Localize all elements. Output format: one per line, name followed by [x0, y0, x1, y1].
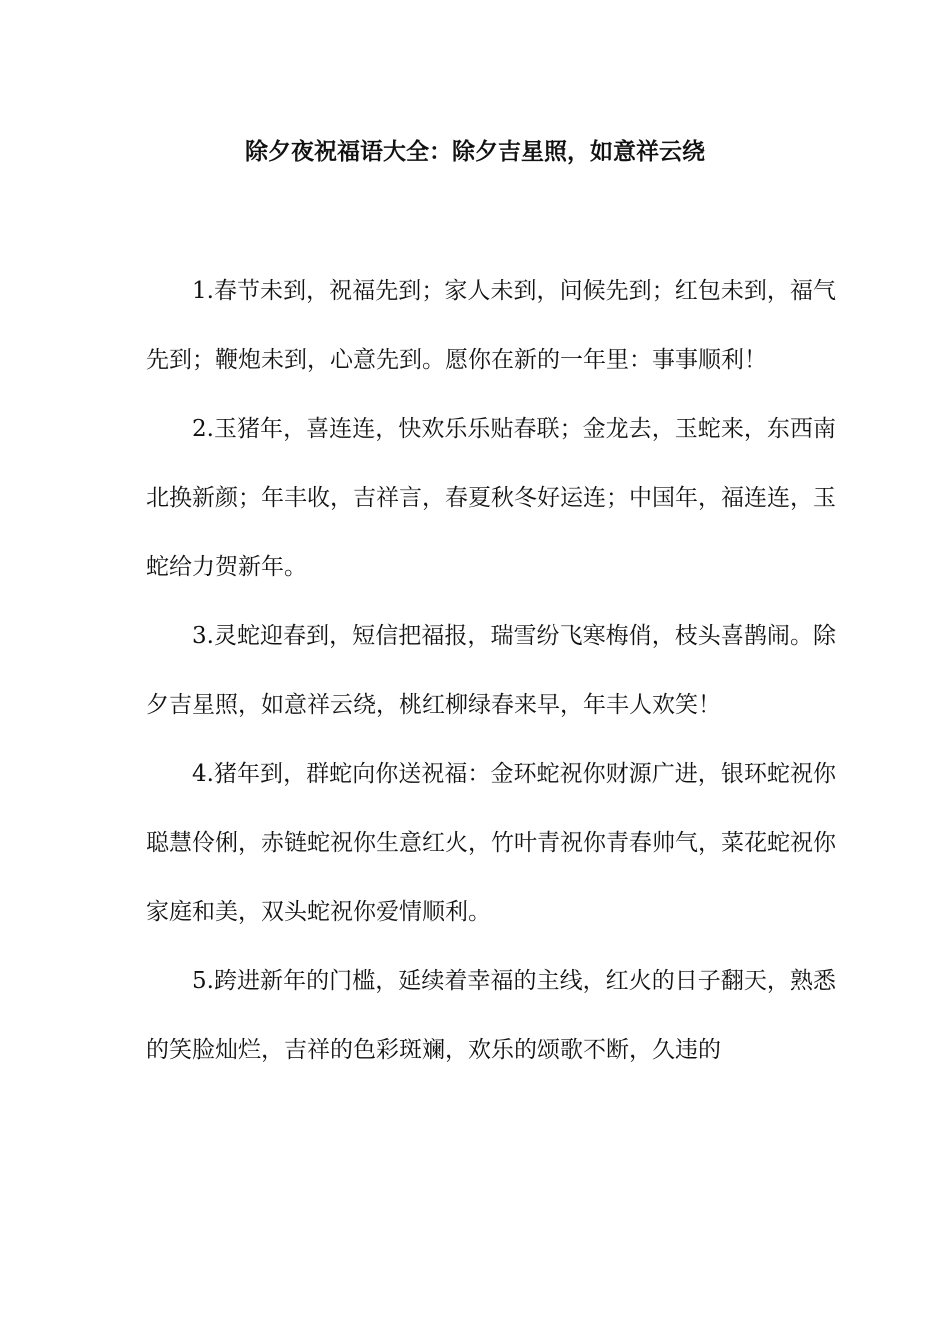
- paragraph-1: 1.春节未到，祝福先到；家人未到，问候先到；红包未到，福气先到；鞭炮未到，心意先到。愿你在新的一年里：事事顺利！: [146, 278, 836, 373]
- paragraph-5: 5.跨进新年的门槛，延续着幸福的主线，红火的日子翻天，熟悉的笑脸灿烂，吉祥的色彩斑斓，欢乐的颂歌不断，久违的: [146, 968, 836, 1063]
- document-title: 除夕夜祝福语大全：除夕吉星照，如意祥云绕: [245, 139, 705, 165]
- paragraph-3: 3.灵蛇迎春到，短信把福报，瑞雪纷飞寒梅俏，枝头喜鹊闹。除夕吉星照，如意祥云绕，桃红柳绿春来早，年丰人欢笑！: [146, 623, 836, 718]
- document-body: [146, 257, 836, 1085]
- paragraph-2: 2.玉猪年，喜连连，快欢乐乐贴春联；金龙去，玉蛇来，东西南北换新颜；年丰收，吉祥言，春夏秋冬好运连；中国年，福连连，玉蛇给力贺新年。: [146, 416, 836, 580]
- paragraph-4: 4.猪年到，群蛇向你送祝福：金环蛇祝你财源广进，银环蛇祝你聪慧伶俐，赤链蛇祝你生意红火，竹叶青祝你青春帅气，菜花蛇祝你家庭和美，双头蛇祝你爱情顺利。: [146, 761, 836, 925]
